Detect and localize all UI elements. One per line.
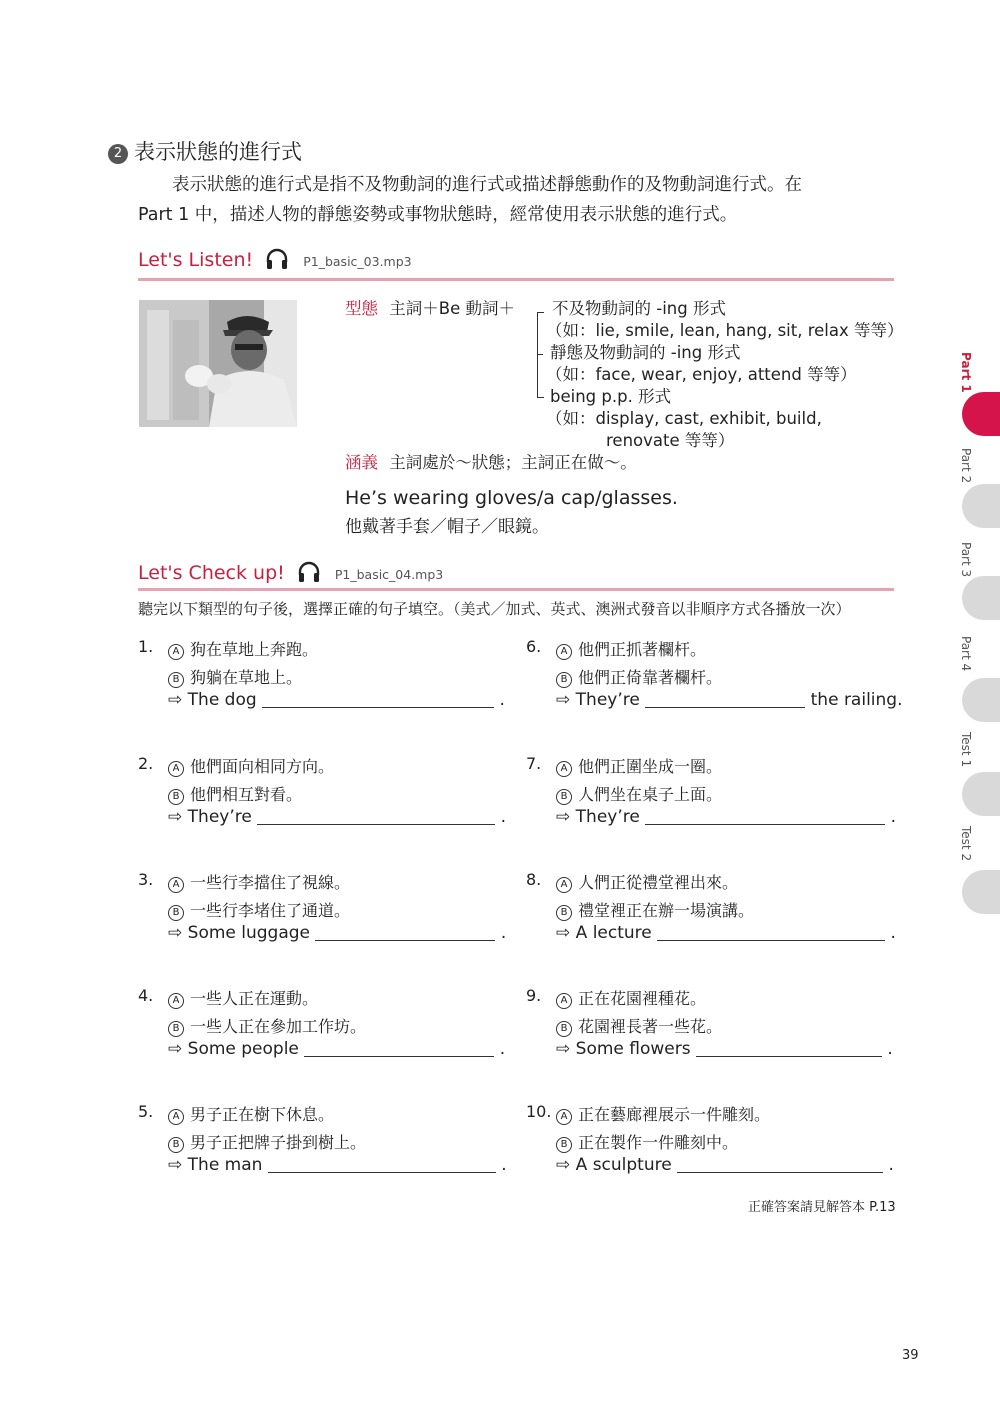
choice-b-icon: B [168, 1021, 184, 1037]
choice-b-icon: B [168, 1137, 184, 1153]
choice-b-icon: B [556, 789, 572, 805]
arrow-icon: ⇨ [556, 1155, 571, 1175]
tab-part-4[interactable] [962, 678, 1000, 722]
tab-part-3[interactable] [962, 576, 1000, 620]
tab-part-1[interactable] [962, 392, 1000, 436]
section-number: 2 [108, 144, 128, 164]
answer-blank[interactable] [696, 1039, 882, 1057]
section-title: 表示狀態的進行式 [134, 140, 302, 164]
choice-b-icon: B [168, 789, 184, 805]
choice-a-icon: A [168, 1109, 184, 1125]
tab-label-part-1[interactable]: Part 1 [959, 352, 973, 393]
intro-line-2: Part 1 中，描述人物的靜態姿勢或事物狀態時，經常使用表示狀態的進行式。 [138, 205, 738, 225]
check-title: Let's Check up! [138, 562, 285, 584]
answer-reference: 正確答案請見解答本 P.13 [748, 1200, 896, 1215]
choice-a-icon: A [556, 761, 572, 777]
intro-line-1: 表示狀態的進行式是指不及物動詞的進行式或描述靜態動作的及物動詞進行式。在 [172, 175, 802, 195]
check-rule [138, 588, 894, 591]
arrow-icon: ⇨ [556, 923, 571, 943]
choice-a-icon: A [556, 877, 572, 893]
page-number: 39 [902, 1348, 919, 1363]
answer-blank[interactable] [645, 807, 885, 825]
answer-blank[interactable] [645, 690, 805, 708]
check-instruction: 聽完以下類型的句子後，選擇正確的句子填空。（美式／加式、英式、澳洲式發音以非順序方式各播放一次） [138, 600, 851, 618]
tab-part-2[interactable] [962, 484, 1000, 528]
pattern-formula: 主詞＋Be 動詞＋ [389, 299, 515, 318]
choice-b-icon: B [168, 672, 184, 688]
listen-rule [138, 278, 894, 281]
pattern-bracket [537, 312, 545, 398]
arrow-icon: ⇨ [556, 1039, 571, 1059]
pattern-opt3: being p.p. 形式 [550, 387, 672, 406]
pattern-opt2-example: （如：face, wear, enjoy, attend 等等） [546, 365, 857, 384]
pattern-opt1: 不及物動詞的 -ing 形式 [552, 299, 726, 318]
answer-blank[interactable] [315, 923, 495, 941]
headphones-icon[interactable] [265, 248, 289, 270]
arrow-icon: ⇨ [168, 923, 183, 943]
pattern-opt3-example: （如：display, cast, exhibit, build, [546, 409, 822, 428]
choice-a-icon: A [168, 877, 184, 893]
tab-label-test-1[interactable]: Test 1 [959, 732, 973, 768]
listen-audio-file[interactable]: P1_basic_03.mp3 [303, 254, 412, 269]
man-wearing-cap-photo [139, 300, 297, 427]
choice-b-icon: B [556, 1137, 572, 1153]
choice-a-icon: A [168, 761, 184, 777]
arrow-icon: ⇨ [556, 690, 571, 710]
tab-label-test-2[interactable]: Test 2 [959, 826, 973, 862]
choice-b-icon: B [556, 905, 572, 921]
pattern-opt3-example-cont: renovate 等等） [606, 431, 735, 450]
arrow-icon: ⇨ [168, 1155, 183, 1175]
answer-blank[interactable] [257, 807, 495, 825]
tab-test-2[interactable] [962, 870, 1000, 914]
headphones-icon[interactable] [297, 561, 321, 583]
example-chinese: 他戴著手套／帽子／眼鏡。 [345, 517, 549, 537]
choice-a-icon: A [168, 993, 184, 1009]
meaning-row [345, 452, 637, 474]
arrow-icon: ⇨ [556, 807, 571, 827]
tab-label-part-4[interactable]: Part 4 [959, 636, 973, 672]
choice-a-icon: A [556, 644, 572, 660]
tab-test-1[interactable] [962, 772, 1000, 816]
arrow-icon: ⇨ [168, 690, 183, 710]
meaning-label: 涵義 [345, 453, 378, 472]
arrow-icon: ⇨ [168, 807, 183, 827]
answer-blank[interactable] [657, 923, 885, 941]
arrow-icon: ⇨ [168, 1039, 183, 1059]
choice-b-icon: B [556, 1021, 572, 1037]
listen-title: Let's Listen! [138, 249, 254, 271]
section-heading [108, 136, 302, 166]
check-audio-file[interactable]: P1_basic_04.mp3 [334, 567, 444, 582]
answer-blank[interactable] [262, 690, 494, 708]
answer-blank[interactable] [677, 1155, 883, 1173]
pattern-row [345, 298, 515, 320]
pattern-opt2: 靜態及物動詞的 -ing 形式 [550, 343, 741, 362]
example-english: He’s wearing gloves/a cap/glasses. [345, 487, 678, 509]
intro-paragraph [138, 170, 898, 230]
choice-a-icon: A [556, 1109, 572, 1125]
choice-a-icon: A [168, 644, 184, 660]
answer-blank[interactable] [304, 1039, 494, 1057]
pattern-opt1-example: （如：lie, smile, lean, hang, sit, relax 等等） [546, 321, 904, 340]
meaning-text: 主詞處於～狀態；主詞正在做～。 [389, 453, 637, 472]
tab-label-part-2[interactable]: Part 2 [959, 448, 973, 484]
pattern-label: 型態 [345, 299, 378, 318]
answer-blank[interactable] [268, 1155, 496, 1173]
check-heading [138, 561, 443, 584]
choice-b-icon: B [556, 672, 572, 688]
listen-heading [138, 248, 412, 271]
choice-b-icon: B [168, 905, 184, 921]
tab-label-part-3[interactable]: Part 3 [959, 542, 973, 578]
choice-a-icon: A [556, 993, 572, 1009]
